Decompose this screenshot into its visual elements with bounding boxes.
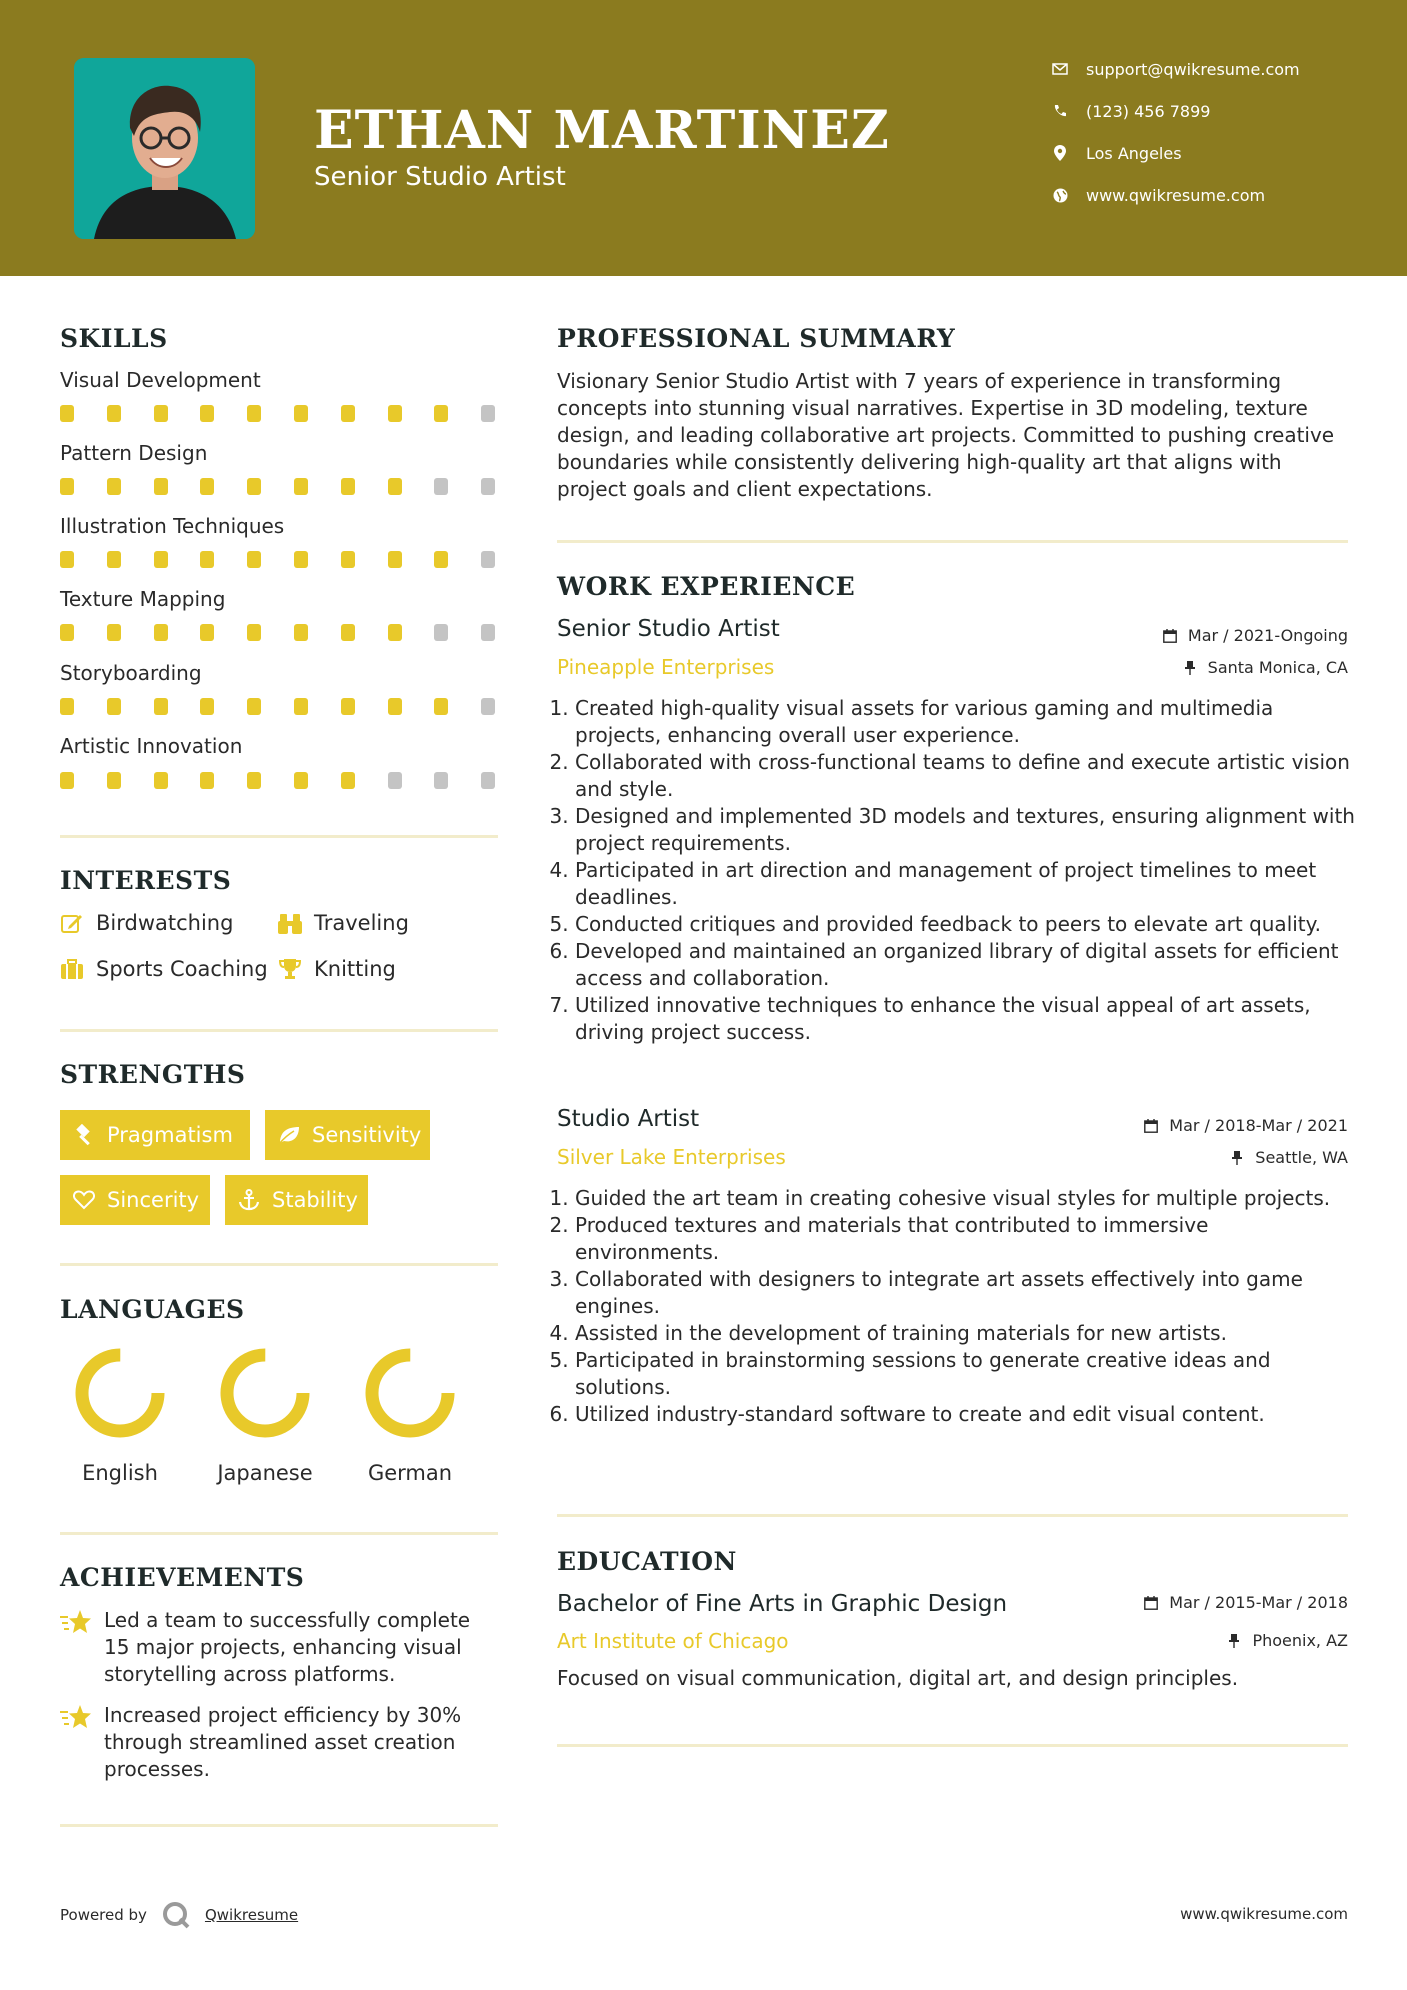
footer-powered-by <box>60 1900 298 1930</box>
summary-text: Visionary Senior Studio Artist with 7 years of experience in transforming concepts into stunning visual narratives. Expertise in 3D modeling, texture design, and leading collaborative art projects. Committed to pushing creative boundaries while consistently delivering high-quality art that aligns with project goals and client expectations. <box>557 369 1335 501</box>
briefcase-icon <box>60 957 84 981</box>
skill-rating <box>60 478 500 498</box>
strength-label: Sensitivity <box>312 1123 422 1147</box>
degree-title: Bachelor of Fine Arts in Graphic Design <box>557 1591 1008 1617</box>
duty-item: 1. Created high-quality visual assets for various gaming and multimedia projects, enhancing overall user experience. <box>575 695 1355 749</box>
skill-rating <box>60 551 500 571</box>
skill-dot-filled <box>60 478 74 495</box>
duty-item: 5. Conducted critiques and provided feedback to peers to elevate art quality. <box>575 911 1355 938</box>
skill-dot-filled <box>154 698 168 715</box>
skill-dot-filled <box>60 698 74 715</box>
section-divider <box>60 1029 498 1032</box>
skill-dot-filled <box>107 405 121 422</box>
pencil-square-icon <box>60 911 84 935</box>
company-name: Silver Lake Enterprises <box>557 1145 786 1169</box>
strength-label: Stability <box>272 1188 358 1212</box>
section-divider <box>60 1532 498 1535</box>
achievement-item <box>60 1607 500 1688</box>
interest-item <box>278 911 409 935</box>
calendar-icon <box>1143 1118 1159 1134</box>
school-name: Art Institute of Chicago <box>557 1629 789 1653</box>
map-pin-icon <box>1050 143 1070 163</box>
skill-label: Illustration Techniques <box>60 514 285 538</box>
duties-list <box>575 1185 1355 1428</box>
languages-heading: LANGUAGES <box>60 1295 245 1324</box>
duty-item: 2. Collaborated with cross-functional teams to define and execute artistic vision and style. <box>575 749 1355 803</box>
skill-dot-filled <box>247 624 261 641</box>
education-dates <box>1143 1593 1348 1612</box>
job-dates <box>1143 1116 1348 1135</box>
interest-item <box>60 911 233 935</box>
contact-email-text: support@qwikresume.com <box>1086 59 1300 79</box>
gavel-icon <box>73 1124 95 1146</box>
job-dates-text: Mar / 2021-Ongoing <box>1187 626 1348 645</box>
skill-dot-filled <box>107 478 121 495</box>
skill-dot-empty <box>481 624 495 641</box>
resume-header <box>0 0 1407 276</box>
achievement-text: Led a team to successfully complete 15 major projects, enhancing visual storytelling across platforms. <box>104 1608 471 1686</box>
section-divider <box>60 835 498 838</box>
language-progress-ring <box>219 1347 311 1439</box>
skill-dot-empty <box>434 478 448 495</box>
job-location <box>1182 658 1348 677</box>
skill-dot-filled <box>388 698 402 715</box>
language-progress-ring <box>364 1347 456 1439</box>
section-divider <box>60 1263 498 1266</box>
skill-dot-filled <box>107 698 121 715</box>
strength-chip <box>265 1110 430 1160</box>
section-divider <box>557 1744 1348 1747</box>
interest-label: Knitting <box>314 957 396 981</box>
skill-label: Texture Mapping <box>60 587 226 611</box>
leaf-icon <box>278 1124 300 1146</box>
duty-item: 4. Participated in art direction and management of project timelines to meet deadlines. <box>575 857 1355 911</box>
education-dates-text: Mar / 2015-Mar / 2018 <box>1169 1593 1348 1612</box>
skill-dot-filled <box>388 405 402 422</box>
skill-rating <box>60 772 500 792</box>
interest-item <box>60 957 268 981</box>
skill-dot-filled <box>294 624 308 641</box>
skill-dot-filled <box>294 698 308 715</box>
experience-heading: WORK EXPERIENCE <box>557 572 856 601</box>
skill-rating <box>60 405 500 425</box>
skill-dot-empty <box>434 624 448 641</box>
duty-item: 3. Collaborated with designers to integrate art assets effectively into game engines. <box>575 1266 1355 1320</box>
skill-dot-filled <box>294 772 308 789</box>
contact-website-text: www.qwikresume.com <box>1086 185 1266 205</box>
interest-label: Traveling <box>314 911 409 935</box>
profile-photo <box>74 58 255 239</box>
duty-item: 2. Produced textures and materials that contributed to immersive environments. <box>575 1212 1355 1266</box>
skill-dot-empty <box>481 772 495 789</box>
pushpin-icon <box>1226 1633 1242 1649</box>
skill-dot-filled <box>200 405 214 422</box>
achievement-text: Increased project efficiency by 30% through streamlined asset creation processes. <box>104 1703 462 1781</box>
qwikresume-logo-icon <box>161 1900 191 1930</box>
skill-dot-filled <box>200 551 214 568</box>
globe-icon <box>1050 185 1070 205</box>
job-location-text: Santa Monica, CA <box>1207 658 1348 677</box>
strength-label: Pragmatism <box>107 1123 233 1147</box>
skill-dot-filled <box>341 551 355 568</box>
language-label: Japanese <box>217 1461 313 1485</box>
education-location-text: Phoenix, AZ <box>1252 1631 1348 1650</box>
interests-heading: INTERESTS <box>60 866 232 895</box>
contact-website[interactable] <box>1050 182 1350 208</box>
job-dates <box>1162 626 1348 645</box>
skill-dot-filled <box>247 772 261 789</box>
skill-dot-filled <box>60 772 74 789</box>
job-dates-text: Mar / 2018-Mar / 2021 <box>1169 1116 1348 1135</box>
skill-dot-filled <box>294 478 308 495</box>
skill-dot-filled <box>388 551 402 568</box>
skills-heading: SKILLS <box>60 324 168 353</box>
duty-item: 3. Designed and implemented 3D models and textures, ensuring alignment with project requirements. <box>575 803 1355 857</box>
skill-label: Visual Development <box>60 368 261 392</box>
summary-heading: PROFESSIONAL SUMMARY <box>557 324 956 353</box>
strength-chip <box>60 1175 210 1225</box>
skill-dot-filled <box>388 624 402 641</box>
skill-rating <box>60 624 500 644</box>
duty-item: 5. Participated in brainstorming sessions to generate creative ideas and solutions. <box>575 1347 1355 1401</box>
skill-dot-filled <box>200 624 214 641</box>
skill-dot-filled <box>60 551 74 568</box>
star-icon <box>60 1609 92 1637</box>
calendar-icon <box>1143 1595 1159 1611</box>
education-description: Focused on visual communication, digital art, and design principles. <box>557 1666 1239 1690</box>
section-divider <box>60 1824 498 1827</box>
skill-dot-filled <box>247 405 261 422</box>
achievement-item <box>60 1702 500 1783</box>
skill-dot-filled <box>434 405 448 422</box>
achievements-heading: ACHIEVEMENTS <box>60 1563 305 1592</box>
skill-dot-filled <box>341 478 355 495</box>
skill-dot-empty <box>388 772 402 789</box>
interest-label: Sports Coaching <box>96 957 268 981</box>
section-divider <box>557 1514 1348 1517</box>
language-progress-ring <box>74 1347 166 1439</box>
language-item <box>60 1347 180 1485</box>
skill-dot-filled <box>434 551 448 568</box>
skill-dot-empty <box>434 772 448 789</box>
skill-label: Pattern Design <box>60 441 208 465</box>
skill-label: Storyboarding <box>60 661 202 685</box>
contact-email[interactable] <box>1050 56 1350 82</box>
job-title: Senior Studio Artist <box>557 616 780 642</box>
strengths-heading: STRENGTHS <box>60 1060 246 1089</box>
skill-dot-filled <box>341 698 355 715</box>
contact-phone-text: (123) 456 7899 <box>1086 101 1211 121</box>
skill-dot-empty <box>481 405 495 422</box>
skill-dot-filled <box>154 624 168 641</box>
skill-dot-filled <box>294 405 308 422</box>
candidate-title: Senior Studio Artist <box>314 162 566 192</box>
strength-label: Sincerity <box>107 1188 200 1212</box>
calendar-icon <box>1162 628 1178 644</box>
skill-dot-filled <box>107 624 121 641</box>
skill-dot-filled <box>200 772 214 789</box>
job-title: Studio Artist <box>557 1106 700 1132</box>
skill-dot-filled <box>154 772 168 789</box>
star-icon <box>60 1704 92 1732</box>
skill-dot-filled <box>341 772 355 789</box>
skill-dot-filled <box>294 551 308 568</box>
interest-label: Birdwatching <box>96 911 234 935</box>
contact-phone[interactable] <box>1050 98 1350 124</box>
heart-icon <box>73 1189 95 1211</box>
strength-chip <box>225 1175 368 1225</box>
skill-dot-filled <box>247 478 261 495</box>
interest-item <box>278 957 396 981</box>
strength-chip <box>60 1110 250 1160</box>
skill-dot-filled <box>60 405 74 422</box>
duty-item: 7. Utilized innovative techniques to enhance the visual appeal of art assets, driving project success. <box>575 992 1355 1046</box>
language-label: English <box>82 1461 158 1485</box>
language-item <box>350 1347 470 1485</box>
job-location-text: Seattle, WA <box>1255 1148 1348 1167</box>
pushpin-icon <box>1182 660 1198 676</box>
qwikresume-link[interactable]: Qwikresume <box>204 1906 299 1924</box>
skill-dot-filled <box>200 698 214 715</box>
binoculars-icon <box>278 911 302 935</box>
duty-item: 6. Developed and maintained an organized library of digital assets for efficient access and collaboration. <box>575 938 1355 992</box>
duties-list <box>575 695 1355 1046</box>
skill-dot-filled <box>341 405 355 422</box>
person-avatar-icon <box>74 58 255 239</box>
skill-rating <box>60 698 500 718</box>
education-heading: EDUCATION <box>557 1547 737 1576</box>
skill-dot-filled <box>247 551 261 568</box>
powered-by-label: Powered by <box>60 1906 147 1924</box>
skill-dot-filled <box>200 478 214 495</box>
skill-dot-filled <box>434 698 448 715</box>
envelope-icon <box>1050 59 1070 79</box>
candidate-name: ETHAN MARTINEZ <box>314 100 890 161</box>
skill-dot-filled <box>107 772 121 789</box>
education-location <box>1226 1631 1348 1650</box>
skill-label: Artistic Innovation <box>60 734 243 758</box>
skill-dot-empty <box>481 698 495 715</box>
skill-dot-filled <box>388 478 402 495</box>
language-item <box>205 1347 325 1485</box>
pushpin-icon <box>1229 1150 1245 1166</box>
trophy-icon <box>278 957 302 981</box>
duty-item: 6. Utilized industry-standard software to create and edit visual content. <box>575 1401 1355 1428</box>
skill-dot-filled <box>154 405 168 422</box>
phone-icon <box>1050 101 1070 121</box>
company-name: Pineapple Enterprises <box>557 655 775 679</box>
contact-location-text: Los Angeles <box>1086 143 1182 163</box>
section-divider <box>557 540 1348 543</box>
footer-url[interactable]: www.qwikresume.com <box>1180 1905 1348 1923</box>
contact-location <box>1050 140 1350 166</box>
skill-dot-filled <box>107 551 121 568</box>
duty-item: 1. Guided the art team in creating cohesive visual styles for multiple projects. <box>575 1185 1355 1212</box>
skill-dot-empty <box>481 551 495 568</box>
language-label: German <box>367 1461 453 1485</box>
skill-dot-filled <box>247 698 261 715</box>
skill-dot-empty <box>481 478 495 495</box>
skill-dot-filled <box>154 551 168 568</box>
skill-dot-filled <box>60 624 74 641</box>
skill-dot-filled <box>341 624 355 641</box>
duty-item: 4. Assisted in the development of training materials for new artists. <box>575 1320 1355 1347</box>
anchor-icon <box>238 1189 260 1211</box>
job-location <box>1229 1148 1348 1167</box>
skill-dot-filled <box>154 478 168 495</box>
